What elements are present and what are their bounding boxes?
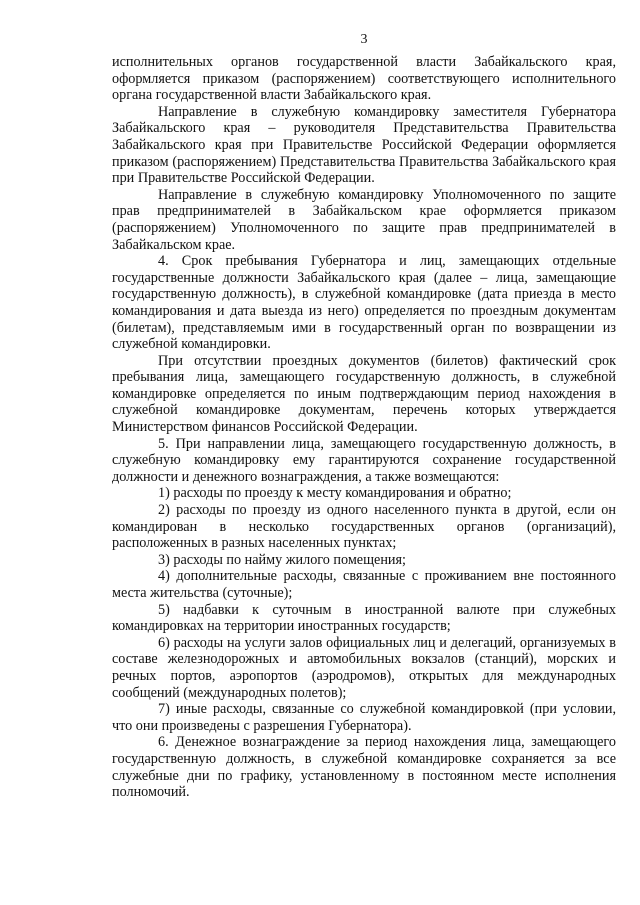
paragraph-1: исполнительных органов государственной власти Забайкальского края, оформляется приказом (распоряжением) соответствующего исполнительного органа государственной власти Забайкальского края.: [112, 54, 616, 104]
list-item-3: 3) расходы по найму жилого помещения;: [158, 551, 406, 568]
paragraph-7: 6. Денежное вознаграждение за период нахождения лица, замещающего государственную должность, в служебной командировке сохраняется за все служебные дни по графику, установленному в постоянном месте исполнения полномочий.: [112, 734, 616, 801]
paragraph-2: Направление в служебную командировку заместителя Губернатора Забайкальского края – руководителя Представительства Правительства Забайкальского края при Правительстве Российской Федерации оформляется приказом (распоряжением) Представительства Правительства Забайкальского края при Правительстве Российской Федерации.: [112, 103, 616, 187]
list-item-5: 5) надбавки к суточным в иностранной валюте при служебных командировках на территории иностранных государств;: [112, 601, 616, 635]
list-item-7: 7) иные расходы, связанные со служебной командировкой (при условии, что они произведены с разрешения Губернатора).: [112, 701, 616, 734]
list-item-4: 4) дополнительные расходы, связанные с проживанием вне постоянного места жительства (суточные);: [112, 568, 616, 601]
paragraph-3: Направление в служебную командировку Уполномоченного по защите прав предпринимателей в Забайкальском крае оформляется приказом (распоряжением) Уполномоченного по защите прав предпринимателей в Забайкальском крае.: [112, 186, 616, 253]
paragraph-5: При отсутствии проездных документов (билетов) фактический срок пребывания лица, замещающего государственную должность, в служебной командировке определяется по иным подтверждающим период нахождения в служебной командировке документам, перечень которых утверждается Министерством финансов Российской Федерации.: [112, 352, 616, 436]
paragraph-4: 4. Срок пребывания Губернатора и лиц, замещающих отдельные государственные должности Забайкальского края (далее – лица, замещающие государственную должность), в служебной командировке (дата приезда в место командирования и дата выезда из него) определяется по проездным документам (билетам), представляемым ими в государственный орган по возвращении из служебной командировки.: [112, 253, 616, 353]
list-item-2: 2) расходы по проезду из одного населенного пункта в другой, если он командирован в несколько государственных органов (организаций), расположенных в разных населенных пунктах;: [112, 502, 616, 552]
list-item-6: 6) расходы на услуги залов официальных лиц и делегаций, организуемых в составе железнодорожных и автомобильных вокзалов (станций), морских и речных портов, аэропортов (аэродромов), открытых для международных сообщений (международных полетов);: [112, 634, 616, 701]
document-body: [112, 54, 616, 801]
paragraph-6: 5. При направлении лица, замещающего государственную должность, в служебную командировку ему гарантируются сохранение государственной должности и денежного вознаграждения, а также возмещаются:: [112, 435, 616, 485]
list-item-1: 1) расходы по проезду к месту командирования и обратно;: [158, 485, 512, 502]
page-number: 3: [360, 32, 368, 47]
